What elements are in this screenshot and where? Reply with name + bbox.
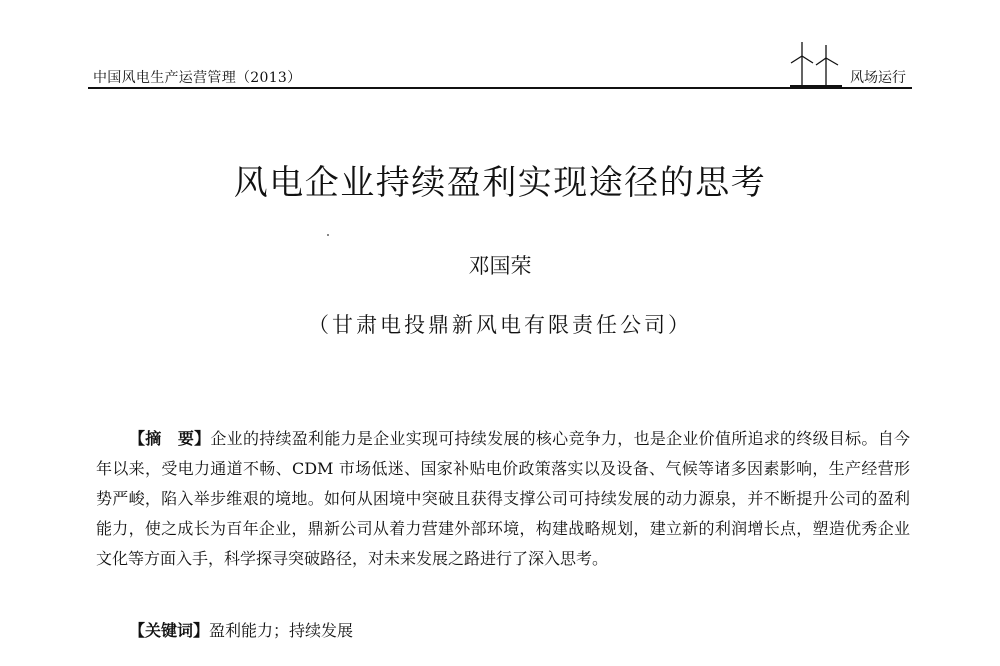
- author-name: 邓国荣: [468, 254, 532, 278]
- author-affiliation: （甘肃电投鼎新风电有限责任公司）: [308, 313, 692, 337]
- article-title: 风电企业持续盈利实现途径的思考: [233, 163, 767, 203]
- keywords-label: 【关键词】: [129, 621, 210, 640]
- abstract: [96, 424, 910, 574]
- scan-speck: [327, 234, 329, 236]
- keywords-text: 盈利能力；持续发展: [209, 621, 354, 640]
- abstract-text: 企业的持续盈利能力是企业实现可持续发展的核心竞争力，也是企业价值所追求的终级目标。自今年以来，受电力通道不畅、CDM 市场低迷、国家补贴电价政策落实以及设备、气候等诸多因素影响，生产经营形势严峻，陷入举步维艰的境地。如何从困境中突破且获得支撑公司可持续发展的动力源泉，并不断提升公司的盈利能力，使之成长为百年企业，鼎新公司从着力营建外部环境，构建战略规划，建立新的利润增长点，塑造优秀企业文化等方面入手，科学探寻突破路径，对未来发展之路进行了深入思考。: [96, 429, 910, 568]
- column-name: 风场运行: [850, 70, 906, 86]
- journal-name: 中国风电生产运营管理（2013）: [93, 70, 302, 86]
- running-header: [0, 0, 1000, 100]
- keywords: [96, 616, 910, 646]
- wind-turbines-icon: [788, 40, 844, 88]
- abstract-label: 【摘 要】: [129, 429, 211, 448]
- header-rule: [88, 87, 912, 89]
